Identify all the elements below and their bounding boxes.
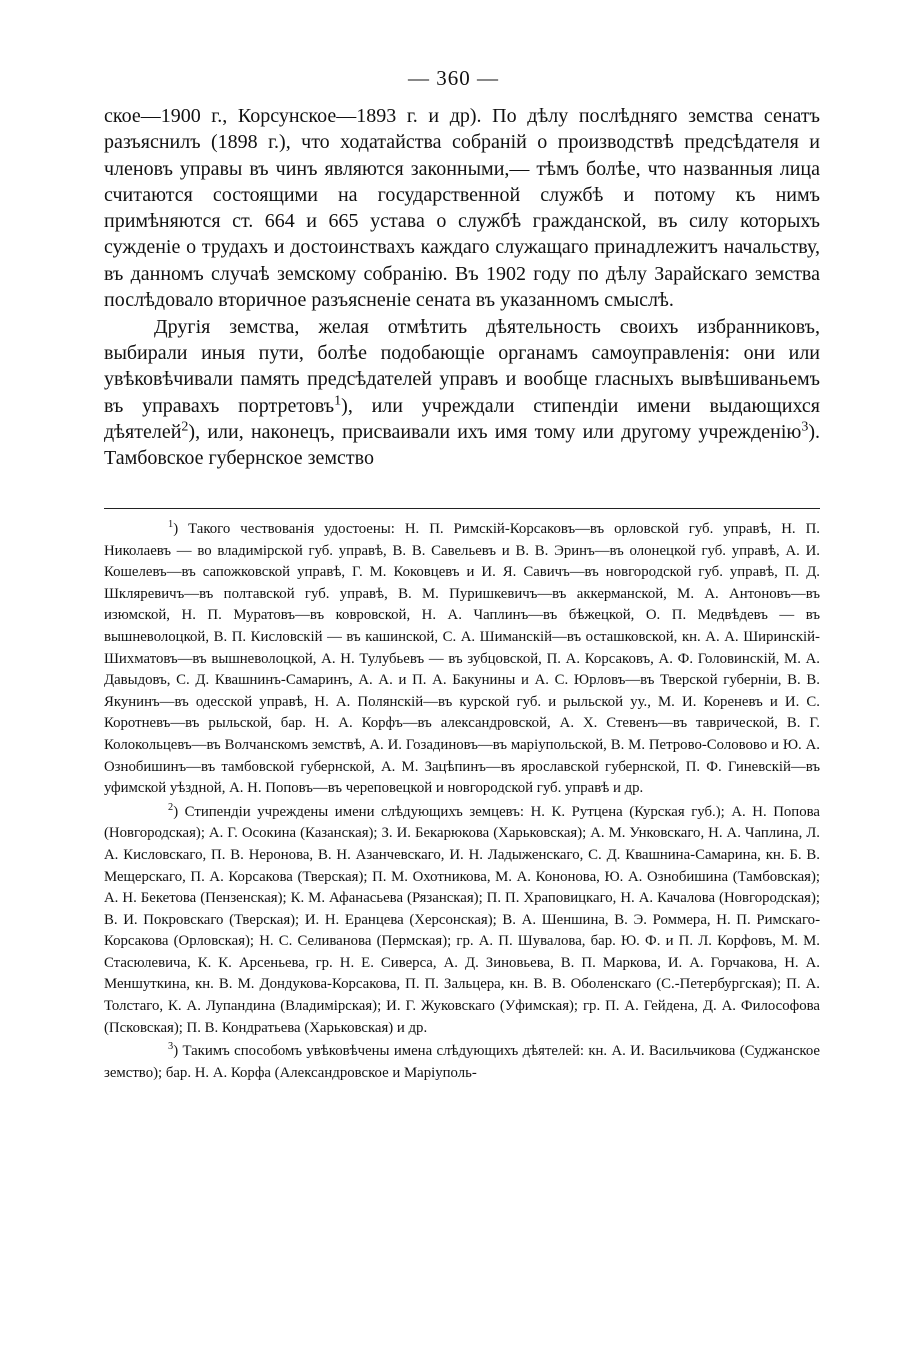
page-number: — 360 — bbox=[408, 66, 499, 90]
paragraph-2-part-4: ). Тамбовское губернское земство bbox=[104, 421, 820, 470]
footnote-text: ) Такимъ способомъ увѣковѣчены имена слѣдующихъ дѣятелей: кн. А. И. Васильчикова (Суджанское земство); бар. Н. А. Корфа (Александровское и Маріуполь- bbox=[104, 1043, 820, 1081]
paragraph-1: ское—1900 г., Корсунское—1893 г. и др). По дѣлу послѣдняго земства сенатъ разъяснилъ (1898 г.), что ходатайства собраній о производствѣ предсѣдателя и членовъ управы въ чинъ являются законными,— тѣмъ болѣе, что названныя лица считаются состоящими на государственной службѣ и потому къ нимъ примѣняются ст. 664 и 665 устава о службѣ гражданской, въ силу которыхъ сужденіе о трудахъ и достоинствахъ каждаго служащаго принадлежитъ начальству, въ данномъ случаѣ земскому собранію. Въ 1902 году по дѣлу Зарайскаго земства послѣдовало вторичное разъясненіе сената въ указанномъ смыслѣ. bbox=[104, 105, 820, 312]
footnote-1 bbox=[104, 519, 820, 800]
footnote-ref-3: 3 bbox=[801, 419, 809, 435]
main-text bbox=[104, 103, 820, 472]
footnotes-section bbox=[104, 508, 820, 1084]
footnote-marker: 3 bbox=[168, 1041, 174, 1053]
paragraph-2-part-3: ), или, наконецъ, присваивали ихъ имя тому или другому учрежденію bbox=[188, 421, 802, 444]
paragraph-2-part-2: ), или учреждали стипендіи имени выдающихся дѣятелей bbox=[104, 394, 820, 444]
footnote-text: ) Такого чествованія удостоены: Н. П. Римскій-Корсаковъ—въ орловской губ. управѣ, Н. П. Николаевъ — во владимірской губ. управѣ, В. В. Савельевъ и В. В. Эринъ—въ олонецкой губ. управѣ, А. И. Кошелевъ—въ сапожковской управѣ, Г. М. Коковцевъ и И. Я. Савичъ—въ новгородской губ. управѣ, П. Д. Шкляревичъ—въ полтавской губ. управѣ, В. М. Пуришкевичъ—въ аккерманской, М. А. Антоновъ—въ изюмской, Н. П. Муратовъ—въ ковровской, Н. А. Чаплинъ—въ бѣжецкой, О. П. Медвѣдевъ — въ вышневолоцкой, В. П. Кисловскій — въ кашинской, С. А. Шиманскій—въ осташковской, кн. А. А. Ширинскій-Шихматовъ—въ вышневолоцкой, А. Н. Тулубьевъ — въ зубцовской, П. А. Корсаковъ, А. Ф. Головинскій, М. А. Давыдовъ, С. Д. Квашнинъ-Самаринъ, А. А. и П. А. Бакунины и А. С. Юрловъ—въ Тверской губерніи, В. В. Якунинъ—въ одесской управѣ, Н. А. Полянскій—въ курской губ. и рыльской уу., М. И. Кореневъ и И. С. Коротневъ—въ рыльской, бар. Н. А. Корфъ—въ александровской, А. Х. Стевенъ—въ таврической, В. Г. Колокольцевъ—въ Волчанскомъ земствѣ, А. И. Гозадиновъ—въ маріупольской, В. М. Петрово-Соловово и Ю. А. Ознобишинъ—въ тамбовской губернской, А. М. Зацѣпинъ—въ ярославской губернской, П. Ф. Гиневскій—въ уфимской уѣздной, А. Н. Поповъ—въ череповецкой и новгородской губ. управѣ и др. bbox=[104, 521, 820, 797]
footnote-marker: 1 bbox=[168, 519, 174, 531]
paragraph-2 bbox=[104, 314, 820, 472]
footnote-marker: 2 bbox=[168, 801, 174, 813]
footnote-ref-1: 1 bbox=[334, 393, 342, 409]
footnote-ref-2: 2 bbox=[181, 419, 189, 435]
footnote-text: ) Стипендіи учреждены имени слѣдующихъ земцевъ: Н. К. Рутцена (Курская губ.); А. Н. Попова (Новгородская); А. Г. Осокина (Казанская); З. И. Бекарюкова (Харьковская); А. М. Унковскаго, Н. А. Чаплина, Л. А. Кисловскаго, П. В. Неронова, В. Н. Азанчевскаго, И. Н. Ладыженскаго, С. Д. Квашнина-Самарина, кн. Б. В. Мещерскаго, П. А. Корсакова (Тверская); П. М. Охотникова, М. А. Кононова, Ю. А. Ознобишина (Тамбовская); А. Н. Бекетова (Пензенская); К. М. Афанасьева (Рязанская); П. П. Храповицкаго, Н. А. Качалова (Новгородская); В. И. Покровскаго (Тверская); И. Н. Еранцева (Херсонская); В. А. Шеншина, В. Э. Роммера, Н. П. Римскаго-Корсакова (Орловская); Н. С. Селиванова (Пермская); гр. А. П. Шувалова, бар. Ю. Ф. и П. Л. Корфовъ, М. М. Стасюлевича, К. К. Арсеньева, гр. Н. Е. Сиверса, А. Д. Зиновьева, В. П. Маркова, И. А. Горчакова, Н. А. Меншуткина, кн. В. М. Дондукова-Корсакова, П. П. Зальцера, кн. В. В. Оболенскаго (С.-Петербургская); П. А. Толстаго, К. А. Лупандина (Владимірская); И. Г. Жуковскаго (Уфимская); гр. П. А. Гейдена, Д. А. Философова (Псковская); П. В. Кондратьева (Харьковская) и др. bbox=[104, 803, 820, 1036]
footnote-3 bbox=[104, 1041, 820, 1084]
paragraph-2-part-1: Другія земства, желая отмѣтить дѣятельность своихъ избранниковъ, выбирали иныя пути, болѣе подобающіе органамъ самоуправленія: они или увѣковѣчивали память предсѣдателей управъ и вообще гласныхъ вывѣшиваньемъ въ управахъ портретовъ bbox=[104, 315, 820, 417]
footnote-2 bbox=[104, 802, 820, 1040]
